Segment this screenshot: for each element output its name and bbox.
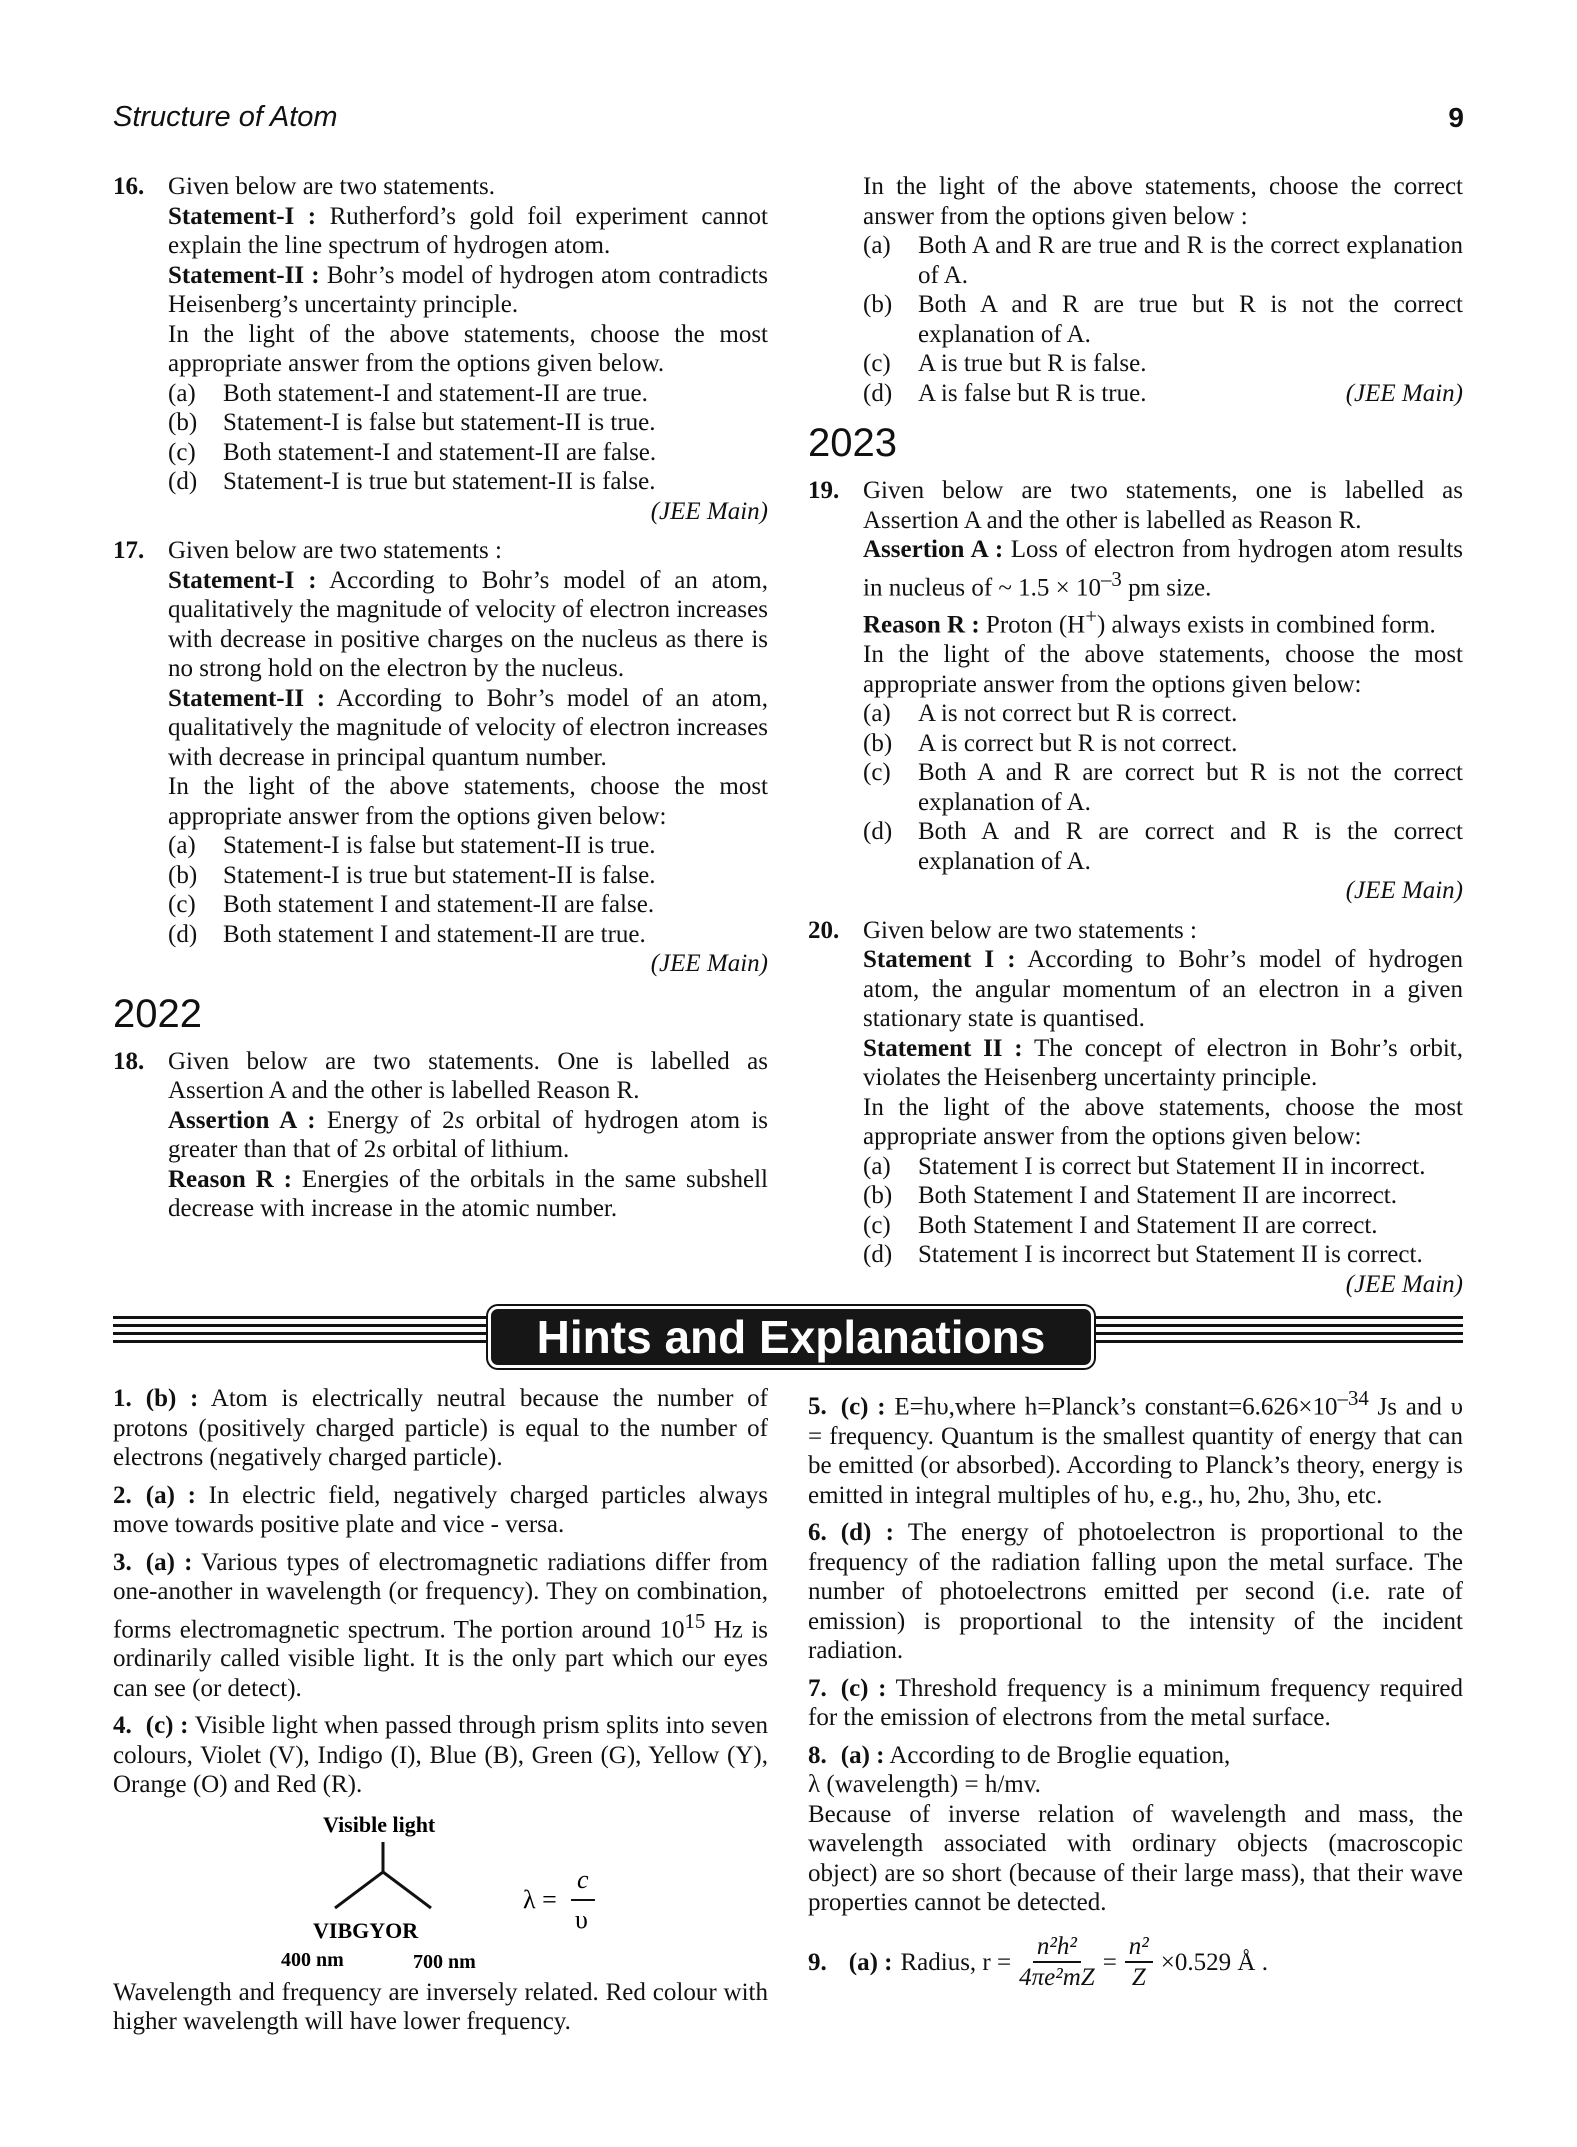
year-heading-2023: 2023 [808,421,897,465]
hint-8: 8. (a) : According to de Broglie equation, λ (wavelength) = h/mv. Because of inverse relation of wavelength and mass, the wavelength associated with ordinary objects (macroscopic object) are so short (because of their large mass), that their wave properties cannot be detected. [808,1741,1463,1917]
diagram-vibgyor-label: VIBGYOR [313,1917,419,1943]
option: (b) A is correct but R is not correct. [863,729,1238,757]
option: (c) Both Statement I and Statement II are correct. [863,1211,1378,1239]
vibgyor-diagram [113,1808,768,1978]
hints-banner [113,1306,1463,1364]
option: (a) Statement I is correct but Statement II in incorrect. [863,1152,1426,1180]
hints-banner-title: Hints and Explanations [488,1306,1094,1368]
hint-9: 9. (a) : Radius, r = $\frac{\text{n²h²}}{\text{4πe²mZ}}$ = $\frac{\text{n²}}{Z}$ ×0.529 Å . [808,1932,1268,1992]
hints-left-column [113,1384,768,2045]
lambda-equation-numerator: c [577,1864,589,1894]
diagram-left-branch [335,1872,383,1908]
hint-1: 1. (b) : Atom is electrically neutral because the number of protons (positively charged particle) is equal to the number of electrons (negatively charged particle). [113,1385,768,1471]
option: (c) Both statement-I and statement-II are false. [168,438,657,466]
radius-fraction-1: $\frac{\text{n²h²}}{\text{4πe²mZ}}$ [1019,1932,1095,1992]
hint-4-after: Wavelength and frequency are inversely related. Red colour with higher wavelength will have lower frequency. [113,1978,768,2036]
visible-light-diagram [113,1808,768,1978]
option: (a) Both statement-I and statement-II are true. [168,379,648,407]
questions-right-column [808,172,1463,1309]
hint-4: 4. (c) : Visible light when passed through prism splits into seven colours, Violet (V), Indigo (I), Blue (B), Green (G), Yellow (Y), Orange (O) and Red (R). [113,1712,768,1799]
diagram-400nm-label: 400 nm [281,1948,344,1971]
option: (c) Both statement I and statement-II are false. [168,891,655,918]
hint-3: 3. (a) : Various types of electromagnetic radiations differ from one-another in wavelength (or frequency). They on combination, forms electromagnetic spectrum. The portion around $10^{15}$ Hz is ordinarily called visible light. It is the only part which our eyes can see (or detect). [113,1548,768,1702]
option: (b) Statement-I is false but statement-II is true. [168,409,656,436]
lambda-equation-denominator: υ [575,1904,588,1934]
option: (a) Statement-I is false but statement-II is true. [168,832,656,859]
option: (a) A is not correct but R is correct. [863,700,1238,728]
diagram-top-label: Visible light [323,1811,436,1837]
question-18: 18. Given below are two statements. One is labelled as Assertion A and the other is labelled Reason R. Assertion A : Energy of 2s orbital of hydrogen atom is greater than that of 2s orbital of lithium. Reason R : Energies of the orbitals in the same subshell decrease with increase in the atomic number. [113,1047,769,1222]
question-17: 17. Given below are two statements : Statement-I : According to Bohr’s model of an atom, qualitatively the magnitude of velocity of electron increases with decrease in positive charges on the nucleus as there is no strong hold on the electron by the nucleus. Statement-II : According to Bohr’s model of an atom, qualitatively the magnitude of velocity of electron increases with decrease in principal quantum number. In the light of the above statements, choose the most appropriate answer from the options given below: (a) Statement-I is false but statement-II is true. (b) Statement-I is true but statement-II is false. (c) Both statement I and statement-II are false. (d) Both statement I and statement-II are true. (JEE Main) [113,537,769,977]
questions-left-column [113,172,768,1234]
option: (c) Both A and R are correct but R is not the correct explanation of A. [863,759,1463,816]
diagram-right-branch [383,1872,431,1908]
question-18-continued: In the light of the above statements, choose the correct answer from the options given below : (a) Both A and R are true and R is the correct explanation of A. (b) Both A and R are true but R is not the correct explanation of A. (c) A is true but R is false. (d) A is false but R is true. (JEE Main) [863,173,1463,407]
option: (a) Both A and R are true and R is the correct explanation of A. [863,232,1463,289]
question-16: 16. Given below are two statements. Statement-I : Rutherford’s gold foil experiment cannot explain the line spectrum of hydrogen atom. Statement-II : Bohr’s model of hydrogen atom contradicts Heisenberg’s uncertainty principle. In the light of the above statements, choose the most appropriate answer from the options given below. (a) Both statement-I and statement-II are true. (b) Statement-I is false but statement-II is true. (c) Both statement-I and statement-II are false. (d) Statement-I is true but statement-II is false. (JEE Main) [113,173,769,525]
option: (d) Statement-I is true but statement-II is false. [168,468,656,495]
option: (d) Both statement I and statement-II are true. [168,920,646,948]
source-tag: (JEE Main) [650,950,768,977]
option: (b) Statement-I is true but statement-II is false. [168,861,656,889]
diagram-700nm-label: 700 nm [413,1950,476,1973]
hint-6: 6. (d) : The energy of photoelectron is proportional to the frequency of the radiation falling upon the metal surface. The number of photoelectrons emitted per second (i.e. rate of emission) is proportional to the intensity of the incident radiation. [808,1519,1463,1665]
source-tag: (JEE Main) [1345,379,1463,407]
option: (c) A is true but R is false. [863,350,1147,377]
page-number: 9 [1448,102,1464,133]
option: (b) Both A and R are true but R is not the correct explanation of A. [863,291,1463,348]
running-header-chapter: Structure of Atom [113,101,338,133]
option: (b) Both Statement I and Statement II are incorrect. [863,1182,1397,1210]
question-20: 20. Given below are two statements : Statement I : According to Bohr’s model of hydrogen atom, the angular momentum of an electron in a given stationary state is quantised. Statement II : The concept of electron in Bohr’s orbit, violates the Heisenberg uncertainty principle. In the light of the above statements, choose the most appropriate answer from the options given below: (a) Statement I is correct but Statement II in incorrect. (b) Both Statement I and Statement II are incorrect. (c) Both Statement I and Statement II are correct. (d) Statement I is incorrect but Statement II is correct. (JEE Main) [808,916,1463,1298]
option: (d) Both A and R are correct and R is the correct explanation of A. [863,818,1463,875]
option: (d) A is false but R is true. (JEE Main) [863,379,1463,407]
hint-2: 2. (a) : In electric field, negatively charged particles always move towards positive plate and vice - versa. [113,1481,768,1538]
source-tag: (JEE Main) [1345,877,1463,905]
year-heading-2022: 2022 [113,991,202,1036]
question-19: 19. Given below are two statements, one is labelled as Assertion A and the other is labelled as Reason R. Assertion A : Loss of electron from hydrogen atom results in nucleus of ~ $1.5 \times 10^{-3}$ pm size. Reason R : Proton (H+) always exists in combined form. In the light of the above statements, choose the most appropriate answer from the options given below: (a) A is not correct but R is correct. (b) A is correct but R is not correct. (c) Both A and R are correct but R is not the correct explanation of A. (d) Both A and R are correct and R is the correct explanation of A. (JEE Main) [808,477,1464,905]
source-tag: (JEE Main) [650,497,768,525]
source-tag: (JEE Main) [1345,1270,1463,1298]
hint-7: 7. (c) : Threshold frequency is a minimum frequency required for the emission of electrons from the metal surface. [808,1674,1463,1732]
option: (d) Statement I is incorrect but Statement II is correct. [863,1241,1423,1269]
lambda-equation-lhs: λ = [523,1884,557,1914]
hint-5: 5. (c) : E=hυ,where h=Planck’s $constant=6.626\times 10^{-34}$ Js and υ = frequency. Quantum is the smallest quantity of energy that can be emitted (or absorbed). According to Planck’s theory, energy is emitted in integral multiples of hυ, e.g., hυ, 2hυ, 3hυ, etc. [808,1386,1463,1509]
hints-right-column [808,1384,1463,2001]
radius-fraction-2: $\frac{\text{n²}}{Z}$ [1125,1932,1153,1993]
